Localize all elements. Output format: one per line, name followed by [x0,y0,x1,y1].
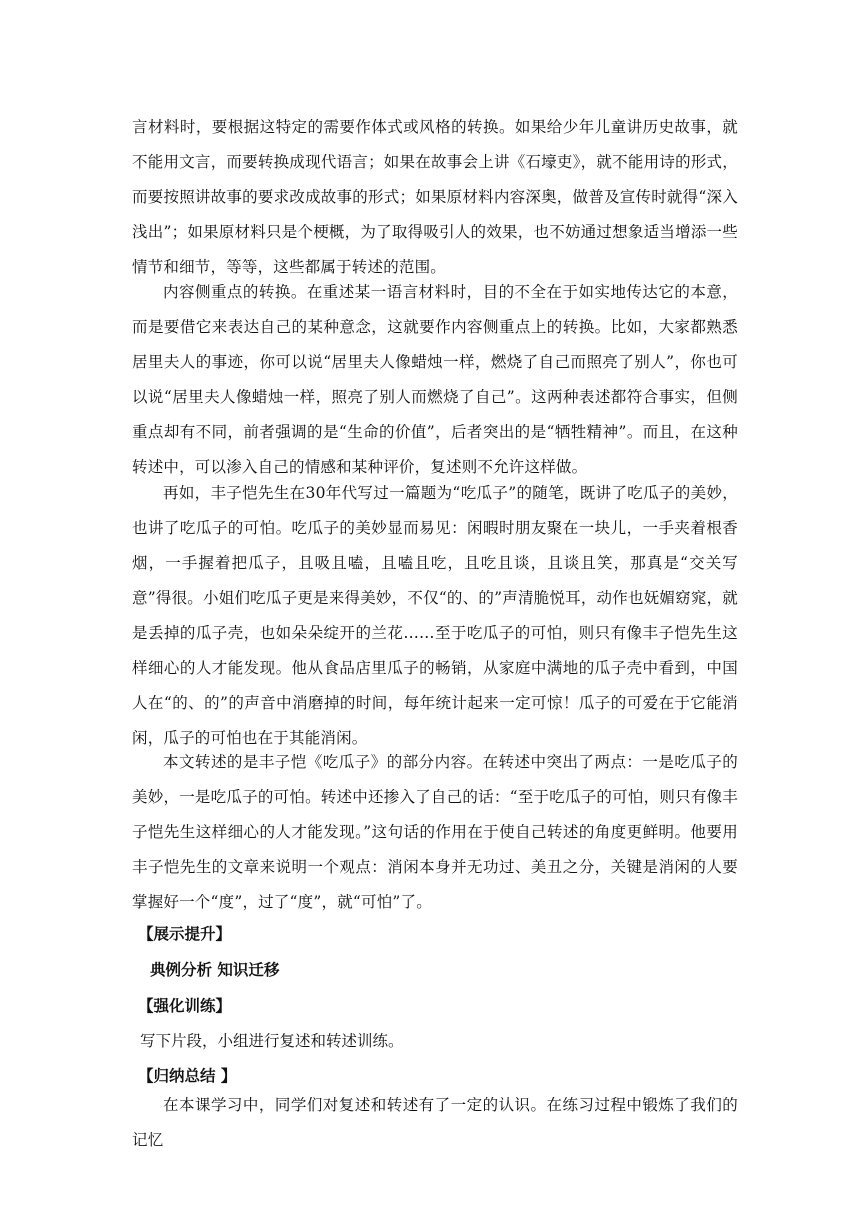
task-instruction: 写下片段，小组进行复述和转述训练。 [140,1032,404,1050]
heading-guina-zongjie: 【归纳总结 】 [138,1067,237,1085]
paragraph-style-conversion: 言材料时，要根据这特定的需要作体式或风格的转换。如果给少年儿童讲历史故事，就不能用文言，而要转换成现代语言；如果在故事会上讲《石壕吏》，就不能用诗的形式，而要按照讲故事的要求改成故事的形式；如果原材料内容深奥，做普及宣传时就得“深入浅出”；如果原材料只是个梗概，为了取得吸引人的效果，也不妨通过想象适当增添一些情节和细节，等等，这些都属于转述的范围。 [132,118,738,276]
paragraph-focus-conversion: 内容侧重点的转换。在重述某一语言材料时，目的不全在于如实地传达它的本意，而是要借它来表达自己的某种意念，这就要作内容侧重点上的转换。比如，大家都熟悉居里夫人的事迹，你可以说“居里夫人像蜡烛一样，燃烧了自己而照亮了别人”，你也可以说“居里夫人像蜡烛一样，照亮了别人而燃烧了自己”。这两种表述都符合事实，但侧重点却有不同，前者强调的是“生命的价值”，后者突出的是“牺牲精神”。而且，在这种转述中，可以渗入自己的情感和某种评价，复述则不允许这样做。 [132,283,738,476]
heading-dianli-fenxi: 典例分析 知识迁移 [150,961,280,979]
paragraph-summary: 在本课学习中，同学们对复述和转述有了一定的认识。在练习过程中锻炼了我们的记忆 [132,1096,738,1149]
paragraph-analysis: 本文转述的是丰子恺《吃瓜子》的部分内容。在转述中突出了两点：一是吃瓜子的美妙，一是吃瓜子的可怕。转述中还掺入了自己的话：“至于吃瓜子的可怕，则只有像丰子恺先生这样细心的人才能发现。”这句话的作用在于使自己转述的角度更鲜明。他要用丰子恺先生的文章来说明一个观点：消闲本身并无功过、美丑之分，关键是消闲的人要掌握好一个“度”，过了“度”，就“可怕”了。 [132,753,738,911]
heading-qianghua-xunlian: 【强化训练】 [138,997,232,1015]
paragraph-feng-zikai-example: 再如，丰子恺先生在30年代写过一篇题为“吃瓜子”的随笔，既讲了吃瓜子的美妙，也讲了吃瓜子的可怕。吃瓜子的美妙显而易见：闲暇时朋友聚在一块儿，一手夹着根香烟，一手握着把瓜子，且吸且嗑，且嗑且吃，且吃且谈，且谈且笑，那真是“交关写意”得很。小姐们吃瓜子更是来得美妙，不仅“的、的”声清脆悦耳，动作也妩媚窈窕，就是丢掉的瓜子壳，也如朵朵绽开的兰花……至于吃瓜子的可怕，则只有像丰子恺先生这样细心的人才能发现。他从食品店里瓜子的畅销，从家庭中满地的瓜子壳中看到，中国人在“的、的”的声音中消磨掉的时间，每年统计起来一定可惊！瓜子的可爱在于它能消闲，瓜子的可怕也在于其能消闲。 [132,484,738,747]
heading-zhanshi-tisheng: 【展示提升】 [138,925,232,943]
